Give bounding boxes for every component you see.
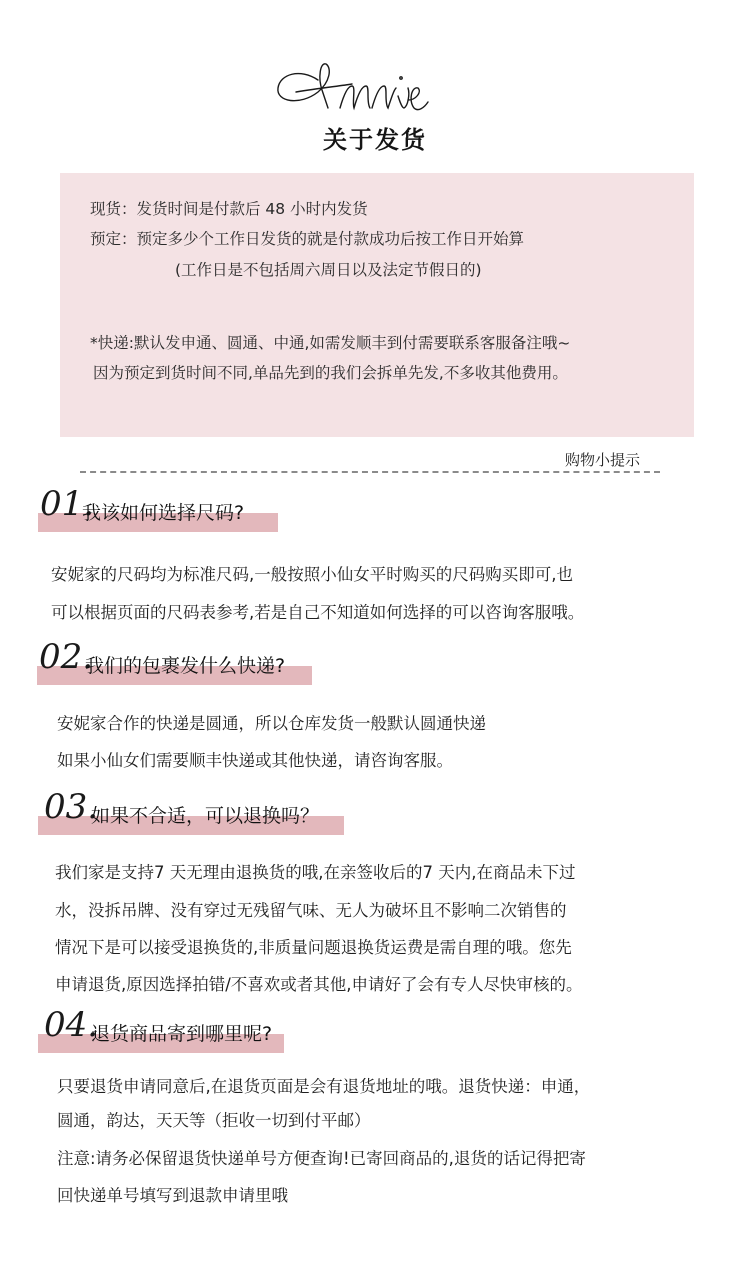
faq-answer-line: 如果小仙女们需要顺丰快递或其他快递，请咨询客服。 xyxy=(57,751,453,770)
faq-answer-line: 我们家是支持7 天无理由退换货的哦,在亲签收后的7 天内,在商品未下过 xyxy=(55,863,576,882)
faq-answer-line: 安妮家合作的快递是圆通，所以仓库发货一般默认圆通快递 xyxy=(57,714,486,733)
faq-heading-1 xyxy=(38,484,278,532)
faq-answer-line: 情况下是可以接受退换货的,非质量问题退换货运费是需自理的哦。您先 xyxy=(55,938,572,957)
notice-split-order: 因为预定到货时间不同,单品先到的我们会拆单先发,不多收其他费用。 xyxy=(93,364,568,382)
shopping-tips-label: 购物小提示 xyxy=(565,451,641,469)
faq-answer-line: 圆通，韵达，天天等（拒收一切到付平邮） xyxy=(57,1111,371,1130)
brand-logo xyxy=(0,50,750,120)
annie-signature-icon xyxy=(0,50,750,120)
faq-question: 我们的包裹发什么快递? xyxy=(85,655,286,677)
faq-answer-line: 可以根据页面的尺码表参考,若是自己不知道如何选择的可以咨询客服哦。 xyxy=(51,603,585,622)
faq-heading-4 xyxy=(38,1005,284,1053)
faq-question: 退货商品寄到哪里呢? xyxy=(91,1023,273,1045)
faq-answer-line: 注意:请务必保留退货快递单号方便查询!已寄回商品的,退货的话记得把寄 xyxy=(57,1149,586,1168)
notice-workday: (工作日是不包括周六周日以及法定节假日的) xyxy=(175,261,482,279)
faq-heading-2 xyxy=(37,637,312,685)
notice-courier: *快递:默认发申通、圆通、中通,如需发顺丰到付需要联系客服备注哦~ xyxy=(90,334,571,352)
faq-number: 03. xyxy=(44,787,99,827)
faq-heading-3 xyxy=(38,787,344,835)
notice-presale: 预定：预定多少个工作日发货的就是付款成功后按工作日开始算 xyxy=(90,230,525,248)
faq-number: 04. xyxy=(44,1005,99,1045)
faq-question: 我该如何选择尺码? xyxy=(82,502,245,524)
dashed-divider xyxy=(80,471,660,473)
faq-answer-line: 水，没拆吊牌、没有穿过无残留气味、无人为破坏且不影响二次销售的 xyxy=(55,901,567,920)
faq-answer-line: 安妮家的尺码均为标准尺码,一般按照小仙女平时购买的尺码购买即可,也 xyxy=(51,565,573,584)
faq-answer-line: 只要退货申请同意后,在退货页面是会有退货地址的哦。退货快递：申通， xyxy=(57,1077,591,1096)
page-title: 关于发货 xyxy=(323,126,427,154)
shipping-notice-box xyxy=(60,173,694,437)
faq-question: 如果不合适，可以退换吗？ xyxy=(91,805,320,827)
faq-answer-line: 回快递单号填写到退款申请里哦 xyxy=(57,1186,288,1205)
notice-in-stock: 现货：发货时间是付款后 48 小时内发货 xyxy=(90,200,368,218)
faq-answer-line: 申请退货,原因选择拍错/不喜欢或者其他,申请好了会有专人尽快审核的。 xyxy=(55,975,583,994)
faq-number: 01. xyxy=(40,484,95,524)
faq-number: 02. xyxy=(39,637,94,677)
